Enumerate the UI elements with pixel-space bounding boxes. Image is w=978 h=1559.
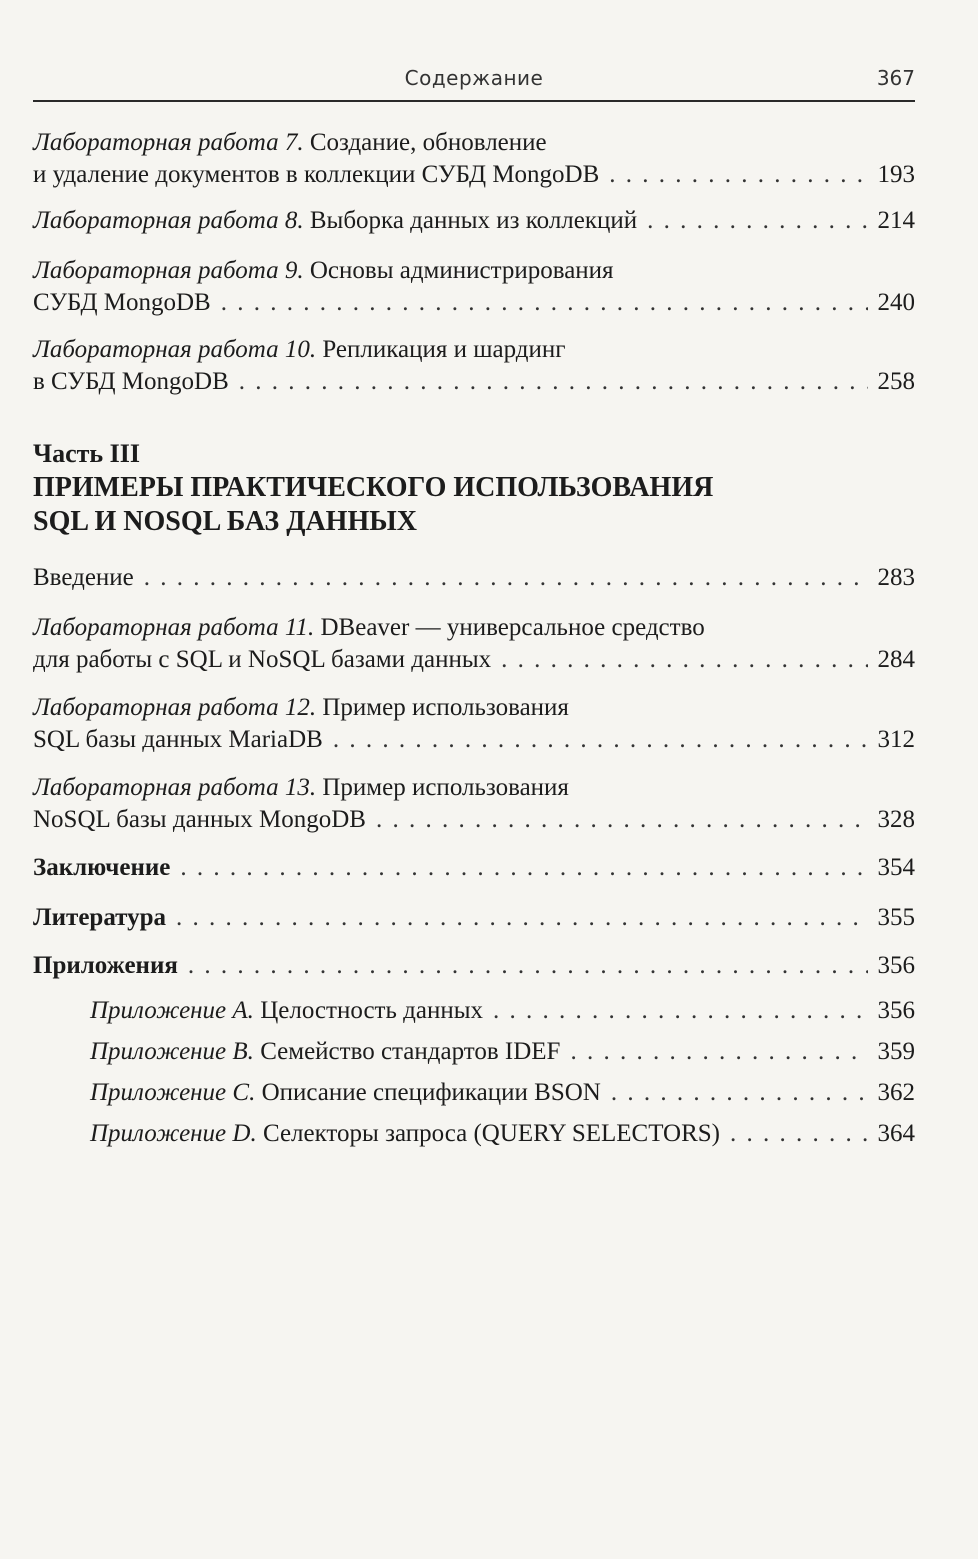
entry-title-line1: Пример использования (322, 694, 569, 721)
entry-page: 328 (877, 806, 915, 833)
entry-prefix: Лабораторная работа 9. (33, 257, 304, 284)
entry-title: Семейство стандартов IDEF (260, 1038, 561, 1065)
dot-leader (609, 159, 867, 191)
toc-entry-appendix-c[interactable] (90, 1077, 915, 1109)
entry-title-line2: в СУБД MongoDB (33, 368, 229, 395)
entry-title-line1: Основы администрирования (309, 257, 614, 284)
dot-leader (376, 804, 868, 836)
entry-title-line1: Создание, обновление (309, 129, 547, 156)
dot-leader (221, 287, 868, 319)
toc-entry-appendix-d[interactable] (90, 1118, 915, 1150)
toc-entry-appendix-b[interactable] (90, 1036, 915, 1068)
entry-title: Заключение (33, 854, 171, 881)
running-header (33, 62, 915, 102)
toc-entry-lab-11[interactable] (33, 612, 915, 676)
part-title-line2: SQL И NOSQL БАЗ ДАННЫХ (33, 506, 417, 537)
entry-page: 193 (877, 161, 915, 188)
dot-leader (730, 1118, 867, 1150)
entry-title: Литература (33, 904, 167, 931)
header-title: Содержание (404, 66, 544, 90)
entry-prefix: Лабораторная работа 11. (33, 614, 315, 641)
entry-page: 364 (877, 1120, 915, 1147)
toc-entry-lab-7[interactable] (33, 127, 915, 191)
dot-leader (333, 724, 868, 756)
entry-page: 283 (877, 564, 915, 591)
dot-leader (570, 1036, 867, 1068)
entry-title: Целостность данных (260, 997, 484, 1024)
toc-entry-appendix-a[interactable] (90, 995, 915, 1027)
dot-leader (176, 902, 867, 934)
entry-prefix: Приложение B. (90, 1038, 254, 1065)
entry-page: 240 (877, 289, 915, 316)
dot-leader (501, 644, 867, 676)
entry-prefix: Лабораторная работа 10. (33, 336, 317, 363)
part-heading (33, 437, 915, 539)
part-label: Часть III (33, 439, 140, 468)
entry-page: 214 (877, 207, 915, 234)
entry-title-line1: Репликация и шардинг (322, 336, 566, 363)
entry-title-line2: и удаление документов в коллекции СУБД MongoDB (33, 161, 600, 188)
entry-page: 284 (877, 646, 915, 673)
dot-leader (611, 1077, 868, 1109)
entry-title-line2: СУБД MongoDB (33, 289, 211, 316)
toc-entry-lab-13[interactable] (33, 772, 915, 836)
entry-title-line1: DBeaver — универсальное средство (320, 614, 705, 641)
entry-page: 355 (877, 904, 915, 931)
part-title-line1: ПРИМЕРЫ ПРАКТИЧЕСКОГО ИСПОЛЬЗОВАНИЯ (33, 472, 714, 503)
entry-page: 356 (877, 952, 915, 979)
toc-entry-intro[interactable] (33, 562, 915, 594)
entry-prefix: Приложение A. (90, 997, 254, 1024)
toc-entry-appendices[interactable] (33, 950, 915, 982)
dot-leader (144, 562, 868, 594)
entry-page: 354 (877, 854, 915, 881)
toc-entry-literature[interactable] (33, 902, 915, 934)
entry-prefix: Лабораторная работа 7. (33, 129, 304, 156)
toc-entry-lab-8[interactable] (33, 205, 915, 237)
entry-page: 312 (877, 726, 915, 753)
toc-entry-lab-12[interactable] (33, 692, 915, 756)
entry-title: Введение (33, 564, 134, 591)
toc-entry-lab-10[interactable] (33, 334, 915, 398)
entry-title: Приложения (33, 952, 178, 979)
dot-leader (180, 852, 867, 884)
toc-entry-conclusion[interactable] (33, 852, 915, 884)
header-page-number: 367 (876, 66, 915, 90)
entry-prefix: Лабораторная работа 13. (33, 774, 317, 801)
entry-page: 362 (877, 1079, 915, 1106)
entry-title: Описание спецификации BSON (261, 1079, 601, 1106)
entry-page: 359 (877, 1038, 915, 1065)
dot-leader (493, 995, 867, 1027)
entry-title-line2: SQL базы данных MariaDB (33, 726, 323, 753)
toc-entry-lab-9[interactable] (33, 255, 915, 319)
entry-title-line2: для работы с SQL и NoSQL базами данных (33, 646, 492, 673)
entry-prefix: Лабораторная работа 12. (33, 694, 317, 721)
entry-page: 356 (877, 997, 915, 1024)
dot-leader (239, 366, 868, 398)
entry-page: 258 (877, 368, 915, 395)
entry-title: Выборка данных из коллекций (309, 207, 638, 234)
entry-title: Селекторы запроса (QUERY SELECTORS) (262, 1120, 721, 1147)
dot-leader (647, 205, 867, 237)
entry-title-line1: Пример использования (322, 774, 569, 801)
entry-prefix: Приложение D. (90, 1120, 257, 1147)
entry-prefix: Приложение C. (90, 1079, 256, 1106)
entry-title-line2: NoSQL базы данных MongoDB (33, 806, 366, 833)
entry-prefix: Лабораторная работа 8. (33, 207, 304, 234)
dot-leader (188, 950, 868, 982)
